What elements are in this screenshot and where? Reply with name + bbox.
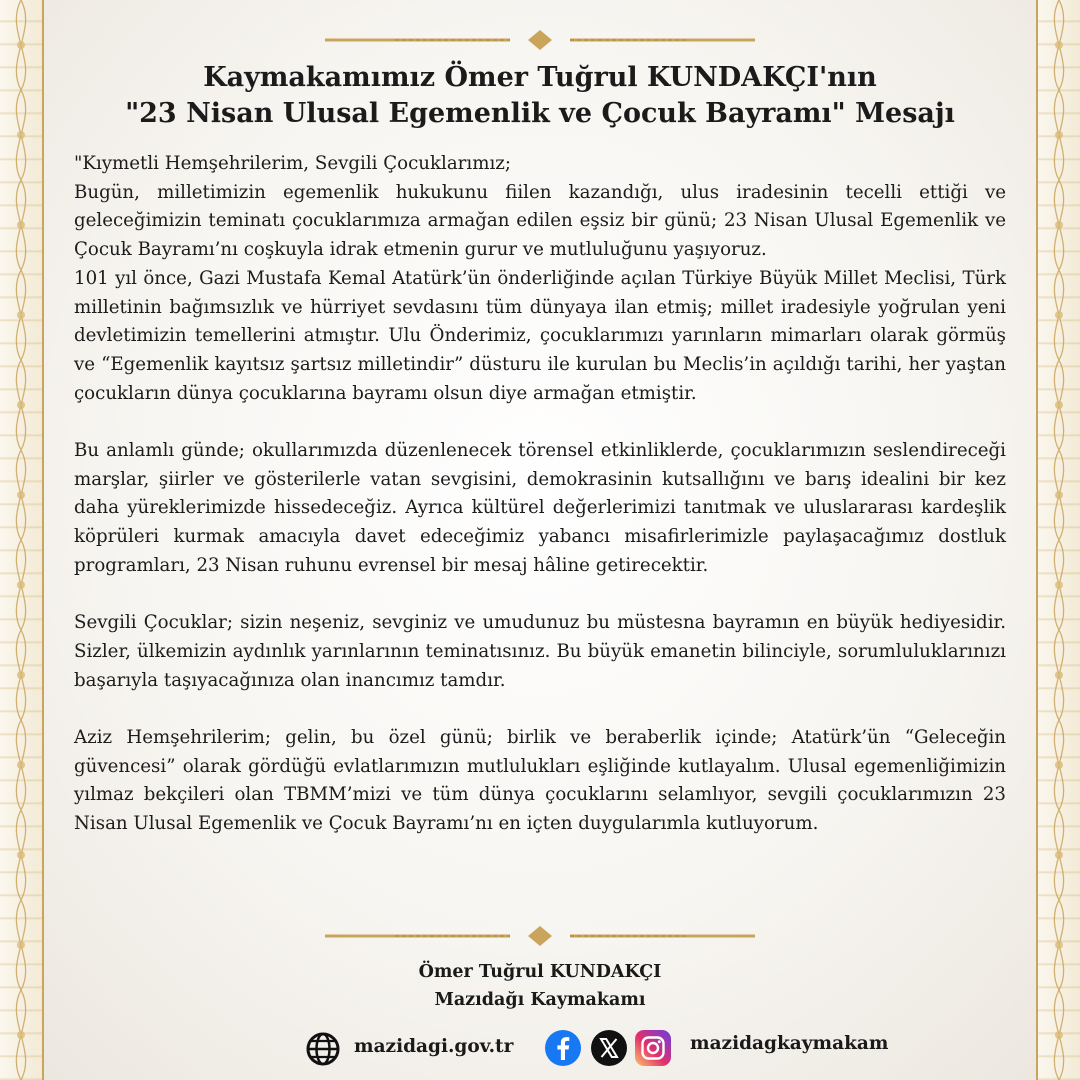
page-title (60, 60, 1020, 132)
globe-icon (305, 1031, 341, 1067)
footer-contact-bar (0, 1028, 1080, 1068)
message-paragraph-3: Sevgili Çocuklar; sizin neşeniz, sevginiz ve umudunuz bu müstesna bayramın en büyük hediyesidir. Sizler, ülkemizin aydınlık yarınlarının teminatısınız. Bu büyük emanetin bilinciyle, sorumluluklarınızı başarıyla taşıyacağınıza olan inancımız tamdır. (74, 612, 1006, 691)
message-paragraph-1b: 101 yıl önce, Gazi Mustafa Kemal Atatürk’ün önderliğinde açılan Türkiye Büyük Millet Meclisi, Türk milletinin bağımsızlık ve hürriyet sevdasını tüm dünyaya ilan etmiş; millet iradesiyle yoğrulan yeni devletimizin temellerini atmıştır. Ulu Önderimiz, çocuklarımızı yarınların mimarları olarak görmüş ve “Egemenlik kayıtsız şartsız milletindir” düsturu ile kurulan bu Meclis’in açıldığı tarihi, her yaştan çocukların dünya çocuklarına bayramı olsun diye armağan etmiştir. (74, 267, 1006, 404)
message-paragraph-1a: Bugün, milletimizin egemenlik hukukunu fiilen kazandığı, ulus iradesinin tecelli ettiği ve geleceğimizin teminatı çocuklarımıza armağan edilen eşsiz bir günü; 23 Nisan Ulusal Egemenlik ve Çocuk Bayramı’nı coşkuyla idrak etmenin gurur ve mutluluğunu yaşıyoruz. (74, 181, 1006, 261)
top-gold-divider (325, 28, 755, 52)
x-icon[interactable] (590, 1029, 628, 1067)
signature-name: Ömer Tuğrul KUNDAKÇI (418, 962, 662, 982)
website-link[interactable]: mazidagi.gov.tr (354, 1036, 514, 1057)
bottom-gold-divider (325, 924, 755, 948)
message-greeting: "Kıymetli Hemşehrilerim, Sevgili Çocuklarımız; (74, 153, 511, 174)
social-handle[interactable]: mazidagkaymakam (690, 1033, 889, 1054)
instagram-icon[interactable] (634, 1029, 672, 1067)
title-line-2: "23 Nisan Ulusal Egemenlik ve Çocuk Bayramı" Mesajı (125, 98, 955, 129)
signature-block (0, 958, 1080, 1014)
message-paragraph-2: Bu anlamlı günde; okullarımızda düzenlenecek törensel etkinliklerde, çocuklarımızın seslendireceği marşlar, şiirler ve gösterilerle vatan sevgisini, demokrasinin kutsallığını ve barış idealini bir kez daha yüreklerimizde hissedeceğiz. Ayrıca kültürel değerlerimizi tanıtmak ve uluslararası kardeşlik köprüleri kurmak amacıyla davet edeceğimiz yabancı misafirlerimizle paylaşacağımız dostluk programları, 23 Nisan ruhunu evrensel bir mesaj hâline getirecektir. (74, 440, 1006, 576)
message-paragraph-4: Aziz Hemşehrilerim; gelin, bu özel günü; birlik ve beraberlik içinde; Atatürk’ün “Geleceğin güvencesi” olarak gördüğü evlatlarımızın mutlulukları eşliğinde kutlayalım. Ulusal egemenliğimizin yılmaz bekçileri olan TBMM’mizi ve tüm dünya çocuklarını selamlıyor, sevgili çocuklarımızın 23 Nisan Ulusal Egemenlik ve Çocuk Bayramı’nı en içten duygularımla kutluyorum. (74, 727, 1006, 835)
left-ornamental-border (0, 0, 44, 1080)
title-line-1: Kaymakamımız Ömer Tuğrul KUNDAKÇI'nın (203, 62, 877, 93)
message-body (74, 150, 1006, 868)
facebook-icon[interactable] (544, 1029, 582, 1067)
right-ornamental-border (1036, 0, 1080, 1080)
signature-role: Mazıdağı Kaymakamı (434, 990, 646, 1010)
